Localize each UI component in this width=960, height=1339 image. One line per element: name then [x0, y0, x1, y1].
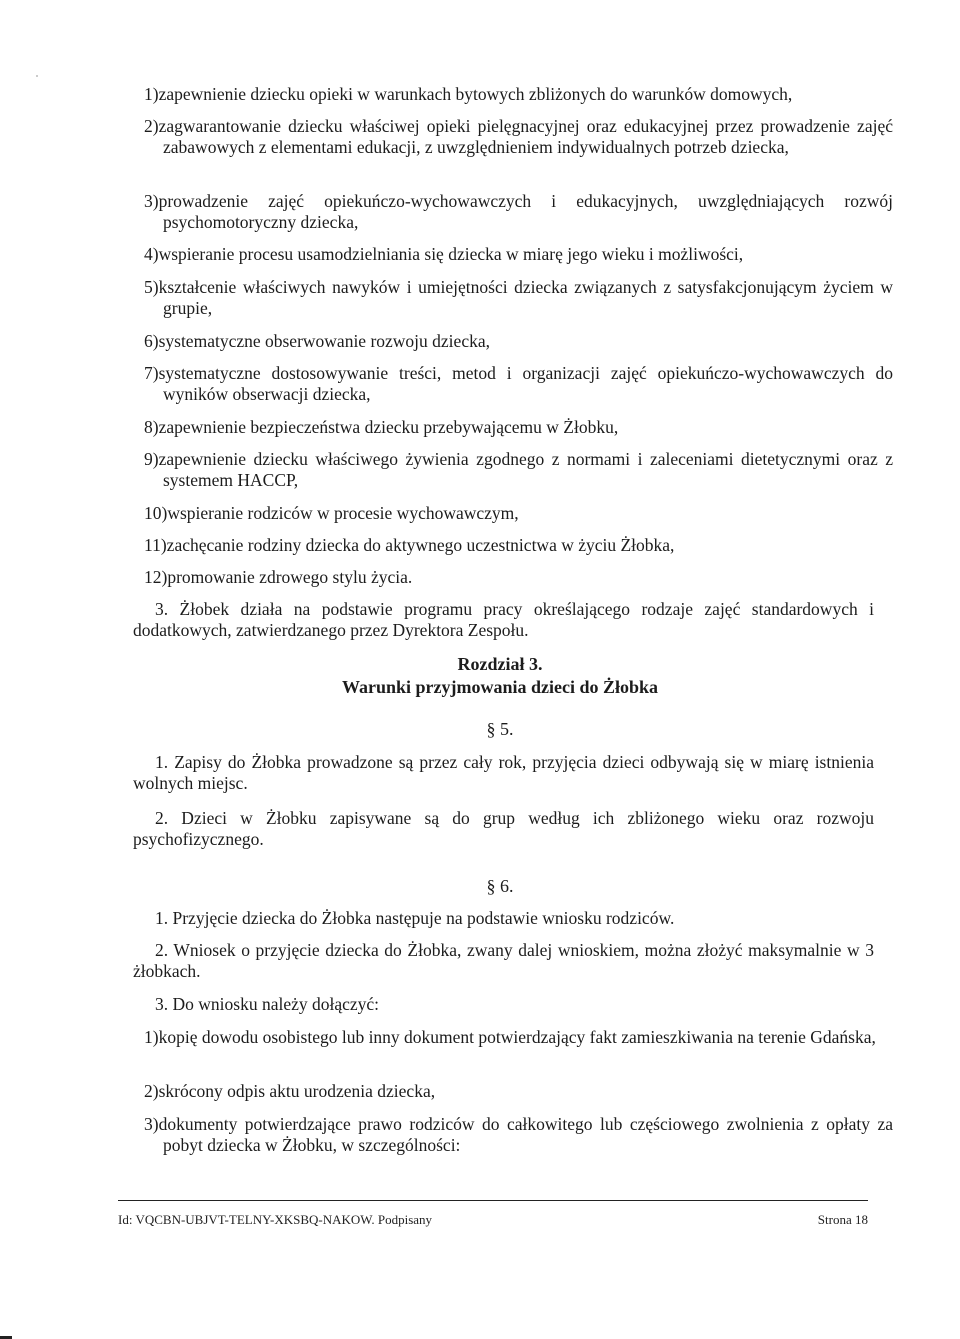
- list-item: 9)zapewnienie dziecku właściwego żywienia zgodnego z normami i zaleceniami dietetycznymi oraz z systemem HACCP,: [144, 449, 893, 490]
- list-item: 1)zapewnienie dziecku opieki w warunkach bytowych zbliżonych do warunków domowych,: [144, 84, 793, 104]
- list-item: 12)promowanie zdrowego stylu życia.: [144, 567, 413, 587]
- scan-speck: [36, 75, 38, 77]
- list-item: 5)kształcenie właściwych nawyków i umiejętności dziecka związanych z satysfakcjonującym życiem w grupie,: [144, 277, 893, 318]
- list-item: 1)kopię dowodu osobistego lub inny dokument potwierdzający fakt zamieszkiwania na terenie Gdańska,: [144, 1027, 876, 1047]
- chapter-number: Rozdział 3.: [457, 654, 543, 674]
- section-5-paragraph-1: 1. Zapisy do Żłobka prowadzone są przez cały rok, przyjęcia dzieci odbywają się w miarę istnienia wolnych miejsc.: [133, 752, 874, 793]
- section-6-paragraph-3: 3. Do wniosku należy dołączyć:: [155, 994, 380, 1014]
- chapter-title: Warunki przyjmowania dzieci do Żłobka: [341, 677, 659, 697]
- section-5-heading: § 5.: [486, 719, 514, 739]
- section-5-paragraph-2: 2. Dzieci w Żłobku zapisywane są do grup według ich zbliżonego wieku oraz rozwoju psychofizycznego.: [133, 808, 874, 849]
- footer-divider: [118, 1200, 868, 1201]
- list-item: 3)dokumenty potwierdzające prawo rodziców do całkowitego lub częściowego zwolnienia z opłaty za pobyt dziecka w Żłobku, w szczególności:: [144, 1114, 893, 1155]
- section-6-paragraph-2: 2. Wniosek o przyjęcie dziecka do Żłobka, zwany dalej wnioskiem, można złożyć maksymalnie w 3 żłobkach.: [133, 940, 874, 981]
- list-item: 3)prowadzenie zajęć opiekuńczo-wychowawczych i edukacyjnych, uwzględniających rozwój psychomotoryczny dziecka,: [144, 191, 893, 232]
- paragraph-3: 3. Żłobek działa na podstawie programu pracy określającego rodzaje zajęć standardowych i dodatkowych, zatwierdzanego przez Dyrektora Zespołu.: [133, 599, 874, 640]
- list-item: 11)zachęcanie rodziny dziecka do aktywnego uczestnictwa w życiu Żłobka,: [144, 535, 675, 555]
- list-item: 7)systematyczne dostosowywanie treści, metod i organizacji zajęć opiekuńczo-wychowawczych do wyników obserwacji dziecka,: [144, 363, 893, 404]
- list-item: 10)wspieranie rodziców w procesie wychowawczym,: [144, 503, 519, 523]
- page-number: Strona 18: [817, 1212, 868, 1227]
- list-item: 4)wspieranie procesu usamodzielniania się dziecka w miarę jego wieku i możliwości,: [144, 244, 744, 264]
- section-6-paragraph-1: 1. Przyjęcie dziecka do Żłobka następuje na podstawie wniosku rodziców.: [155, 908, 675, 928]
- document-id: Id: VQCBN-UBJVT-TELNY-XKSBQ-NAKOW. Podpisany: [118, 1212, 433, 1227]
- list-item: 8)zapewnienie bezpieczeństwa dziecku przebywającemu w Żłobku,: [144, 417, 619, 437]
- section-6-heading: § 6.: [486, 876, 514, 896]
- list-item: 6)systematyczne obserwowanie rozwoju dziecka,: [144, 331, 490, 351]
- list-item: 2)skrócony odpis aktu urodzenia dziecka,: [144, 1081, 436, 1101]
- list-item: 2)zagwarantowanie dziecku właściwej opieki pielęgnacyjnej oraz edukacyjnej przez prowadzenie zajęć zabawowych z elementami edukacji, z uwzględnieniem indywidualnych potrzeb dziecka,: [144, 116, 893, 157]
